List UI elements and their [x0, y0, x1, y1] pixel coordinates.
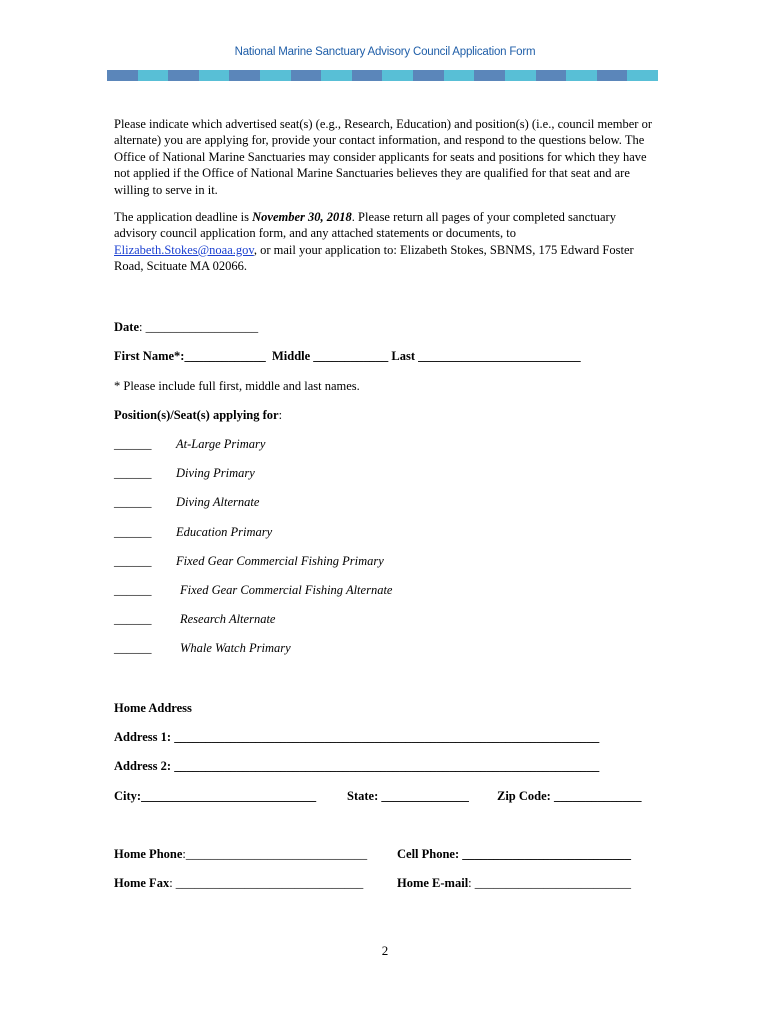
header-bar-segment: [229, 70, 260, 81]
header-title: National Marine Sanctuary Advisory Council Application Form: [234, 46, 536, 58]
home-fax-blank: : ______________________________: [169, 876, 364, 890]
seat-checkbox-blank[interactable]: ______: [114, 466, 152, 481]
deadline-paragraph: [114, 209, 654, 275]
header-bar-segment: [352, 70, 383, 81]
home-email-blank: : _________________________: [468, 876, 632, 890]
home-email-label: Home E-mail: [397, 876, 469, 890]
home-address-heading: Home Address: [114, 701, 192, 715]
intro-paragraph: Please indicate which advertised seat(s) (e.g., Research, Education) and position(s) (i.e., council member or alternate) you are applying for, provide your contact information, and respond to the questions below. The Office of National Marine Sanctuaries may consider applicants for seats and positions for which they have not applied if the Office of National Marine Sanctuaries believes they are qualified for that seat and are willing to serve in it.: [114, 117, 653, 197]
seat-checkbox-blank[interactable]: ______: [114, 553, 152, 568]
seat-checkbox-blank[interactable]: ______: [114, 583, 152, 597]
header-bar-segment: [138, 70, 169, 81]
home-phone-field[interactable]: [114, 847, 367, 862]
address1-field[interactable]: Address 1: ____________________________________________________________________: [114, 730, 600, 744]
first-name-field[interactable]: _____________: [184, 349, 272, 363]
page-number: 2: [381, 943, 389, 958]
home-email-field[interactable]: [397, 876, 631, 891]
last-label: Last: [391, 349, 416, 363]
deadline-suffix: . Please return all pages of your completed sanctuary advisory council application form, and any attached statements or documents, to: [114, 210, 616, 241]
instructions: [114, 116, 654, 286]
date-label: Date: [114, 320, 139, 334]
date-field[interactable]: [114, 320, 258, 335]
deadline-date: November 30, 2018: [252, 210, 352, 225]
header-bar-segment: [505, 70, 536, 81]
header-bar-segment: [413, 70, 444, 81]
home-phone-label: Home Phone: [114, 847, 183, 861]
deadline-prefix: The application deadline is: [114, 210, 253, 225]
header-bar-segment: [536, 70, 567, 81]
header-bar-segment: [444, 70, 475, 81]
header-bar-segment: [291, 70, 322, 81]
mail-text: , or mail your application to: Elizabeth Stokes, SBNMS, 175 Edward Foster Road, Scituate MA 02066.: [114, 242, 634, 274]
header-bar-segment: [627, 70, 658, 81]
seat-name: Diving Primary: [176, 466, 255, 481]
seat-checkbox-blank[interactable]: ______: [114, 641, 152, 656]
header-bar-segment: [199, 70, 230, 81]
city-field[interactable]: City:____________________________: [114, 789, 317, 803]
zip-field[interactable]: Zip Code: ______________: [497, 789, 642, 803]
home-fax-field[interactable]: [114, 876, 363, 891]
first-name-label: First Name*:: [114, 349, 185, 363]
date-blank: : __________________: [139, 320, 259, 334]
home-fax-label: Home Fax: [114, 876, 170, 890]
middle-name-field[interactable]: ____________: [310, 349, 392, 363]
header-bar-segment: [168, 70, 199, 81]
home-phone-blank: :_____________________________: [182, 847, 368, 861]
seat-name: Fixed Gear Commercial Fishing Alternate: [180, 583, 393, 597]
header-bar-segment: [382, 70, 413, 81]
seat-checkbox-blank[interactable]: ______: [114, 524, 152, 539]
name-note: * Please include full first, middle and last names.: [114, 379, 360, 393]
header-bar-segment: [566, 70, 597, 81]
header-bar-segment: [474, 70, 505, 81]
address2-field[interactable]: Address 2: ____________________________________________________________________: [114, 759, 600, 773]
last-name-field[interactable]: __________________________: [415, 349, 581, 363]
seat-name: At-Large Primary: [176, 437, 266, 451]
email-link[interactable]: Elizabeth.Stokes@noaa.gov: [114, 242, 254, 257]
seat-name: Education Primary: [176, 524, 273, 539]
header-bar-segment: [107, 70, 138, 81]
header-bar-segment: [260, 70, 291, 81]
positions-heading: [114, 408, 282, 423]
seat-checkbox-blank[interactable]: ______: [114, 437, 152, 451]
positions-colon: :: [278, 408, 283, 422]
header-bar-segment: [597, 70, 628, 81]
header-bar: [107, 70, 658, 81]
seat-checkbox-blank[interactable]: ______: [114, 612, 152, 627]
header-bar-segment: [321, 70, 352, 81]
seat-name: Whale Watch Primary: [180, 641, 291, 656]
state-field[interactable]: State: ______________: [347, 789, 469, 803]
seat-name: Research Alternate: [180, 612, 276, 627]
seat-name: Fixed Gear Commercial Fishing Primary: [176, 553, 384, 568]
seat-checkbox-blank[interactable]: ______: [114, 495, 152, 510]
seat-name: Diving Alternate: [176, 495, 260, 510]
positions-label: Position(s)/Seat(s) applying for: [114, 408, 279, 422]
cell-phone-field[interactable]: Cell Phone: ___________________________: [397, 847, 632, 861]
middle-label: Middle: [271, 349, 311, 363]
name-row: [114, 349, 581, 364]
